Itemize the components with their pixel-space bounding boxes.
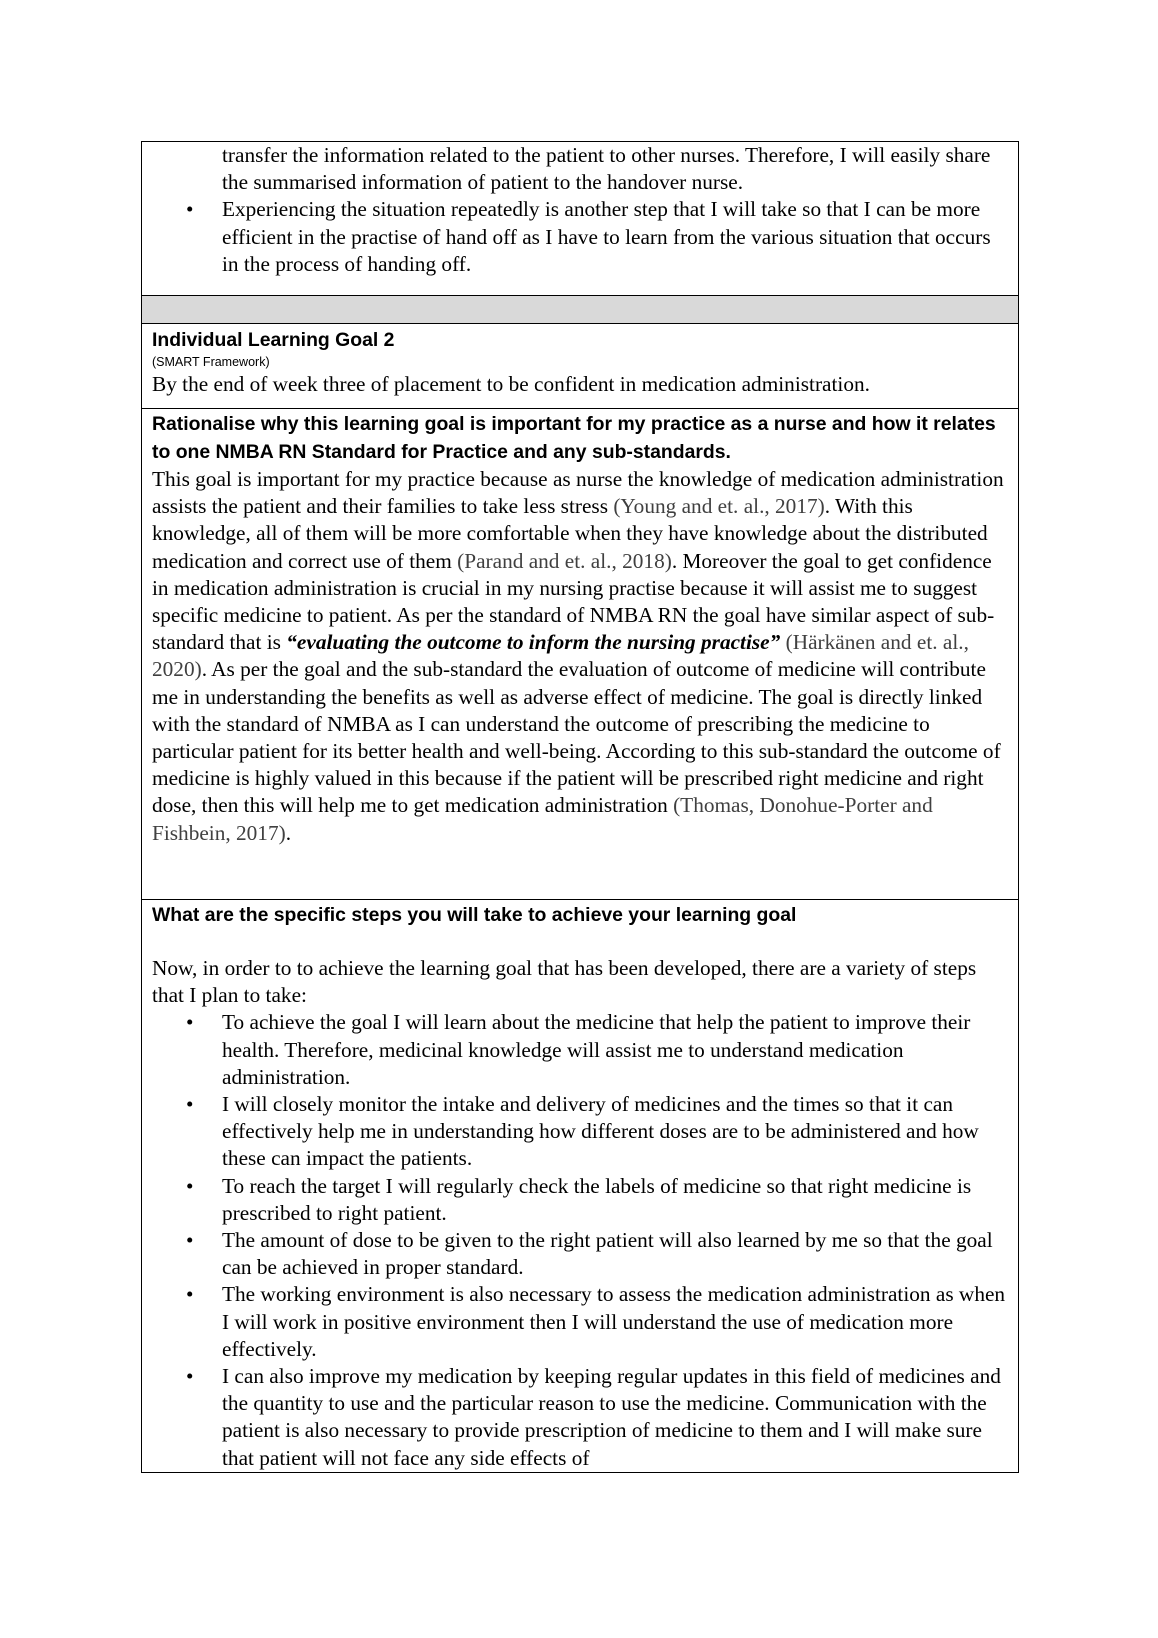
list-item: • The working environment is also necessary to assess the medication administration as when I will work in positive environment then I will understand the use of medication more effectively. [186, 1282, 1006, 1361]
steps-bullets [152, 1009, 1008, 1471]
list-item: • Experiencing the situation repeatedly is another step that I will take so that I can be more efficient in the practise of hand off as I have to learn from the various situation that occurs in the process of handing off. [186, 197, 991, 276]
rationale-heading: Rationalise why this learning goal is important for my practice as a nurse and how it relates to one NMBA RN Standard for Practice and any sub-standards. [152, 413, 996, 463]
bullet-icon: • [186, 1282, 194, 1307]
citation: (Parand and et. al., 2018) [457, 548, 672, 573]
goal2-title: Individual Learning Goal 2 [152, 329, 395, 351]
steps-heading: What are the specific steps you will take to achieve your learning goal [152, 904, 797, 926]
steps-cell [142, 900, 1018, 1473]
citation: (Härkänen and et. al., 2020) [152, 630, 969, 682]
list-item: • To reach the target I will regularly check the labels of medicine so that right medicine is prescribed to right patient. [186, 1173, 972, 1225]
substandard-quote: “evaluating the outcome to inform the nursing practise” [286, 630, 781, 655]
bullet-icon: • [186, 1173, 194, 1198]
grey-separator-row [142, 296, 1018, 324]
citation: (Thomas, Donohue-Porter and Fishbein, 2017) [152, 793, 933, 845]
citation: (Young and et. al., 2017) [613, 494, 825, 519]
bullet-icon: • [186, 1364, 194, 1389]
goal2-cell [142, 324, 1018, 409]
carryover-bullets [152, 196, 1008, 278]
bullet-icon: • [186, 1010, 194, 1035]
bullet-icon: • [186, 1092, 194, 1117]
goal2-framework: (SMART Framework) [152, 355, 270, 369]
bullet-icon: • [186, 197, 194, 222]
rationale-paragraph: This goal is important for my practice because as nurse the knowledge of medication administration assists the patient and their families to take less stress (Young and et. al., 2017). With this knowledge, all of them will be more comfortable when they have knowledge about the distributed medication and correct use of them (Parand and et. al., 2018). Moreover the goal to get confidence in medication administration is crucial in my nursing practise because it will assist me to suggest specific medicine to patient. As per the standard of NMBA RN the goal have similar aspect of sub-standard that is “evaluating the outcome to inform the nursing practise” (Härkänen and et. al., 2020). As per the goal and the sub-standard the evaluation of outcome of medicine will contribute me in understanding the benefits as well as adverse effect of medicine. The goal is directly linked with the standard of NMBA as I can understand the outcome of prescribing the medicine to particular patient for its better health and well-being. According to this sub-standard the outcome of medicine is highly valued in this because if the patient will be prescribed right medicine and right dose, then this will help me to get medication administration (Thomas, Donohue-Porter and Fishbein, 2017). [152, 467, 1004, 845]
rationale-cell [142, 409, 1018, 900]
list-item: • To achieve the goal I will learn about the medicine that help the patient to improve their health. Therefore, medicinal knowledge will assist me to understand medication administration. [186, 1010, 971, 1089]
learning-goals-table [141, 141, 1019, 1473]
carryover-cell [142, 142, 1018, 296]
goal2-statement: By the end of week three of placement to be confident in medication administration. [152, 372, 870, 396]
steps-intro: Now, in order to to achieve the learning goal that has been developed, there are a variety of steps that I plan to take: [152, 956, 977, 1008]
list-item: • I will closely monitor the intake and delivery of medicines and the times so that it can effectively help me in understanding how different doses are to be administered and how these can impact the patients. [186, 1092, 979, 1171]
list-item: • I can also improve my medication by keeping regular updates in this field of medicines and the quantity to use and the particular reason to use the medicine. Communication with the patient is also necessary to provide prescription of medicine to them and I will make sure that patient will not face any side effects of [186, 1364, 1001, 1470]
carryover-continuation: transfer the information related to the patient to other nurses. Therefore, I will easily share the summarised information of patient to the handover nurse. [222, 143, 991, 195]
list-item: • The amount of dose to be given to the right patient will also learned by me so that the goal can be achieved in proper standard. [186, 1228, 993, 1280]
bullet-icon: • [186, 1228, 194, 1253]
